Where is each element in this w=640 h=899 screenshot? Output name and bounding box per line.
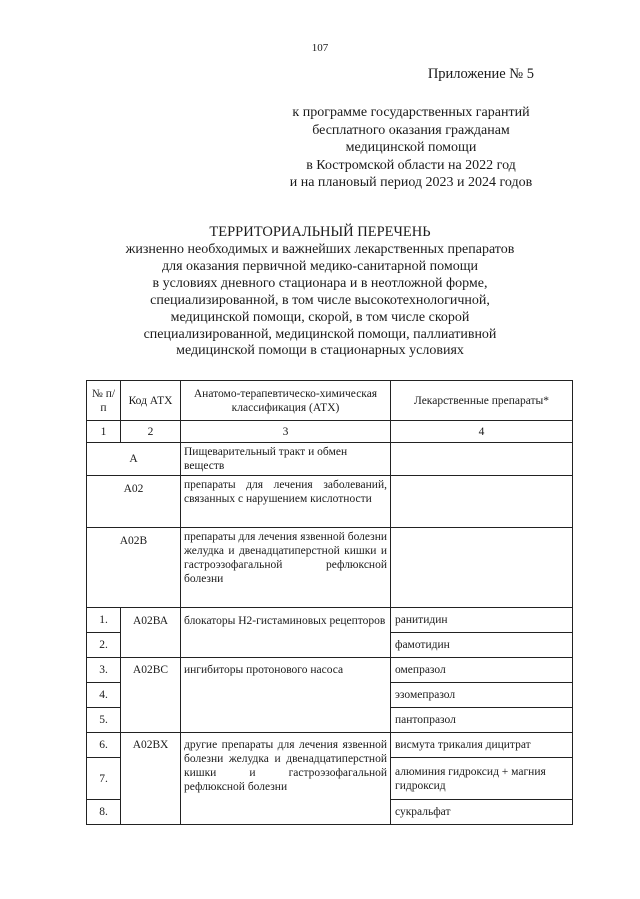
row-number: 4.	[87, 683, 121, 708]
subtitle-line: медицинской помощи, скорой, в том числе скорой	[170, 309, 470, 325]
drug-name: фамотидин	[391, 633, 573, 658]
document-subtitle	[100, 242, 540, 360]
drug-name: висмута трикалия дицитрат	[391, 733, 573, 758]
drug-name: алюминия гидроксид + магния гидроксид	[391, 758, 573, 800]
subtitle-line: в условиях дневного стационара и в неотложной форме,	[152, 275, 488, 291]
atc-code: А02ВС	[121, 658, 181, 733]
page-number: 107	[311, 42, 329, 54]
subtitle-line: жизненно необходимых и важнейших лекарственных препаратов	[125, 242, 515, 257]
drug-name: пантопразол	[391, 708, 573, 733]
atc-group-name: ингибиторы протонового насоса	[181, 658, 391, 733]
header-num: № п/п	[87, 381, 121, 421]
atc-group-name: другие препараты для лечения язвенной болезни желудка и двенадцатиперстной кишки и гастроэзофагальной рефлюксной болезни	[181, 733, 391, 825]
row-number: 7.	[87, 758, 121, 800]
row-number: 5.	[87, 708, 121, 733]
table-header-row	[87, 381, 573, 421]
section-row	[87, 476, 573, 528]
program-ref-line: в Костромской области на 2022 год	[306, 157, 516, 173]
section-name: Пищеварительный тракт и обмен веществ	[181, 443, 391, 476]
program-ref-line: к программе государственных гарантий	[292, 105, 530, 120]
drug-name: эзомепразол	[391, 683, 573, 708]
atc-group-name: блокаторы Н2-гистаминовых рецепторов	[181, 608, 391, 658]
section-row	[87, 443, 573, 476]
empty-cell	[391, 443, 573, 476]
section-name: препараты для лечения язвенной болезни желудка и двенадцатиперстной кишки и гастроэзофагальной рефлюксной болезни	[181, 528, 391, 608]
row-number: 2.	[87, 633, 121, 658]
subtitle-line: специализированной, в том числе высокотехнологичной,	[150, 292, 490, 308]
table-row	[87, 658, 573, 683]
column-number: 2	[121, 421, 181, 443]
subtitle-line: медицинской помощи в стационарных условиях	[176, 343, 464, 359]
atc-code: А02ВА	[121, 608, 181, 658]
header-classification: Анатомо-терапевтическо-химическая классификация (АТХ)	[181, 381, 391, 421]
column-number: 3	[181, 421, 391, 443]
empty-cell	[391, 476, 573, 528]
program-reference	[280, 104, 542, 192]
column-number-row	[87, 421, 573, 443]
document-title: ТЕРРИТОРИАЛЬНЫЙ ПЕРЕЧЕНЬ	[209, 224, 431, 240]
section-row	[87, 528, 573, 608]
section-code: А	[87, 443, 181, 476]
atc-code: А02ВХ	[121, 733, 181, 825]
program-ref-line: и на плановый период 2023 и 2024 годов	[289, 175, 533, 190]
drug-list-table	[86, 380, 573, 825]
table-row	[87, 733, 573, 758]
empty-cell	[391, 528, 573, 608]
section-code: А02В	[87, 528, 181, 608]
program-ref-line: медицинской помощи	[345, 140, 477, 155]
drug-name: омепразол	[391, 658, 573, 683]
drug-name: сукральфат	[391, 800, 573, 825]
row-number: 8.	[87, 800, 121, 825]
annex-title: Приложение № 5	[427, 66, 534, 82]
column-number: 1	[87, 421, 121, 443]
column-number: 4	[391, 421, 573, 443]
drug-name: ранитидин	[391, 608, 573, 633]
row-number: 3.	[87, 658, 121, 683]
section-name: препараты для лечения заболеваний, связанных с нарушением кислотности	[181, 476, 391, 528]
row-number: 1.	[87, 608, 121, 633]
subtitle-line: специализированной, медицинской помощи, паллиативной	[143, 326, 497, 342]
header-code: Код АТХ	[121, 381, 181, 421]
table-row	[87, 608, 573, 633]
header-drugs: Лекарственные препараты*	[391, 381, 573, 421]
section-code: А02	[87, 476, 181, 528]
row-number: 6.	[87, 733, 121, 758]
program-ref-line: бесплатного оказания гражданам	[312, 122, 510, 138]
subtitle-line: для оказания первичной медико-санитарной помощи	[161, 258, 479, 274]
